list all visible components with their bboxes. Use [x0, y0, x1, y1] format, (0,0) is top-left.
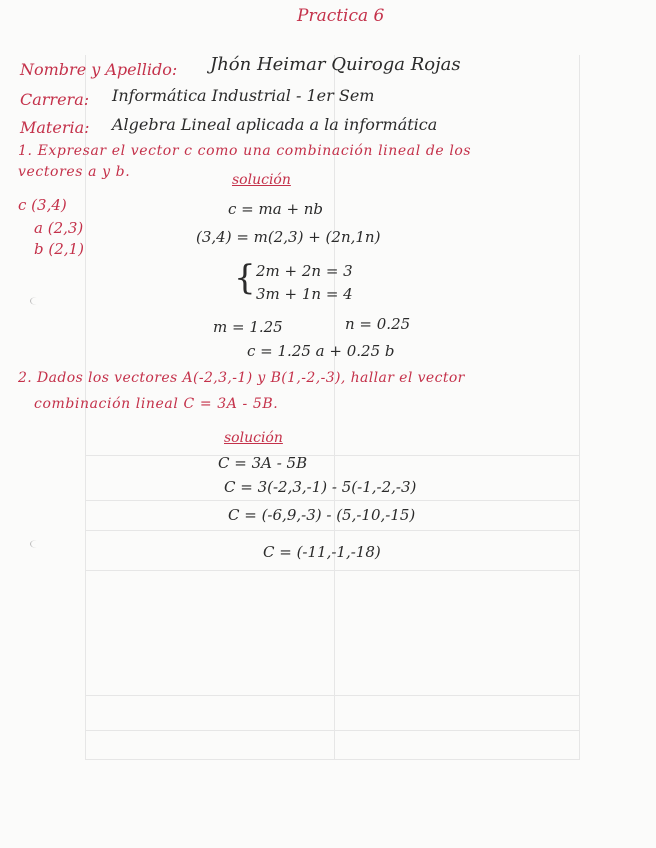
name-label: Nombre y Apellido:	[20, 60, 178, 79]
name-value: Jhón Heimar Quiroga Rojas	[210, 54, 461, 75]
subject-value: Algebra Lineal aplicada a la informática	[112, 115, 438, 134]
given-c: c (3,4)	[18, 196, 67, 214]
p1-step-1: c = ma + nb	[228, 200, 324, 218]
p2-step-3: C = (-6,9,-3) - (5,-10,-15)	[228, 506, 416, 524]
problem2-statement-cont: combinación lineal C = 3A - 5B.	[34, 396, 279, 412]
career-label: Carrera:	[20, 90, 90, 109]
problem1-statement-cont: vectores a y b.	[18, 164, 131, 180]
p1-result: c = 1.25 a + 0.25 b	[247, 342, 395, 360]
p1-step-3: 2m + 2n = 3	[256, 262, 353, 280]
system-brace: {	[234, 258, 256, 298]
p1-step-n: n = 0.25	[345, 315, 411, 333]
career-value: Informática Industrial - 1er Sem	[112, 86, 375, 105]
p1-step-m: m = 1.25	[213, 318, 283, 336]
page-title: Practica 6	[297, 6, 385, 26]
punch-hole-mark	[30, 297, 43, 305]
problem2-statement: 2. Dados los vectores A(-2,3,-1) y B(1,-2,-3), hallar el vector	[18, 370, 465, 386]
p1-step-2: (3,4) = m(2,3) + (2n,1n)	[196, 228, 381, 246]
p2-result: C = (-11,-1,-18)	[263, 543, 381, 561]
problem1-statement: 1. Expresar el vector c como una combinación lineal de los	[18, 143, 472, 159]
p1-step-4: 3m + 1n = 4	[256, 285, 353, 303]
given-b: b (2,1)	[34, 240, 84, 258]
subject-label: Materia:	[20, 118, 90, 137]
solution-label-2: solución	[224, 430, 283, 446]
solution-label-1: solución	[232, 172, 291, 188]
p2-step-1: C = 3A - 5B	[218, 454, 308, 472]
punch-hole-mark	[30, 540, 43, 548]
p2-step-2: C = 3(-2,3,-1) - 5(-1,-2,-3)	[224, 478, 417, 496]
given-a: a (2,3)	[34, 219, 84, 237]
